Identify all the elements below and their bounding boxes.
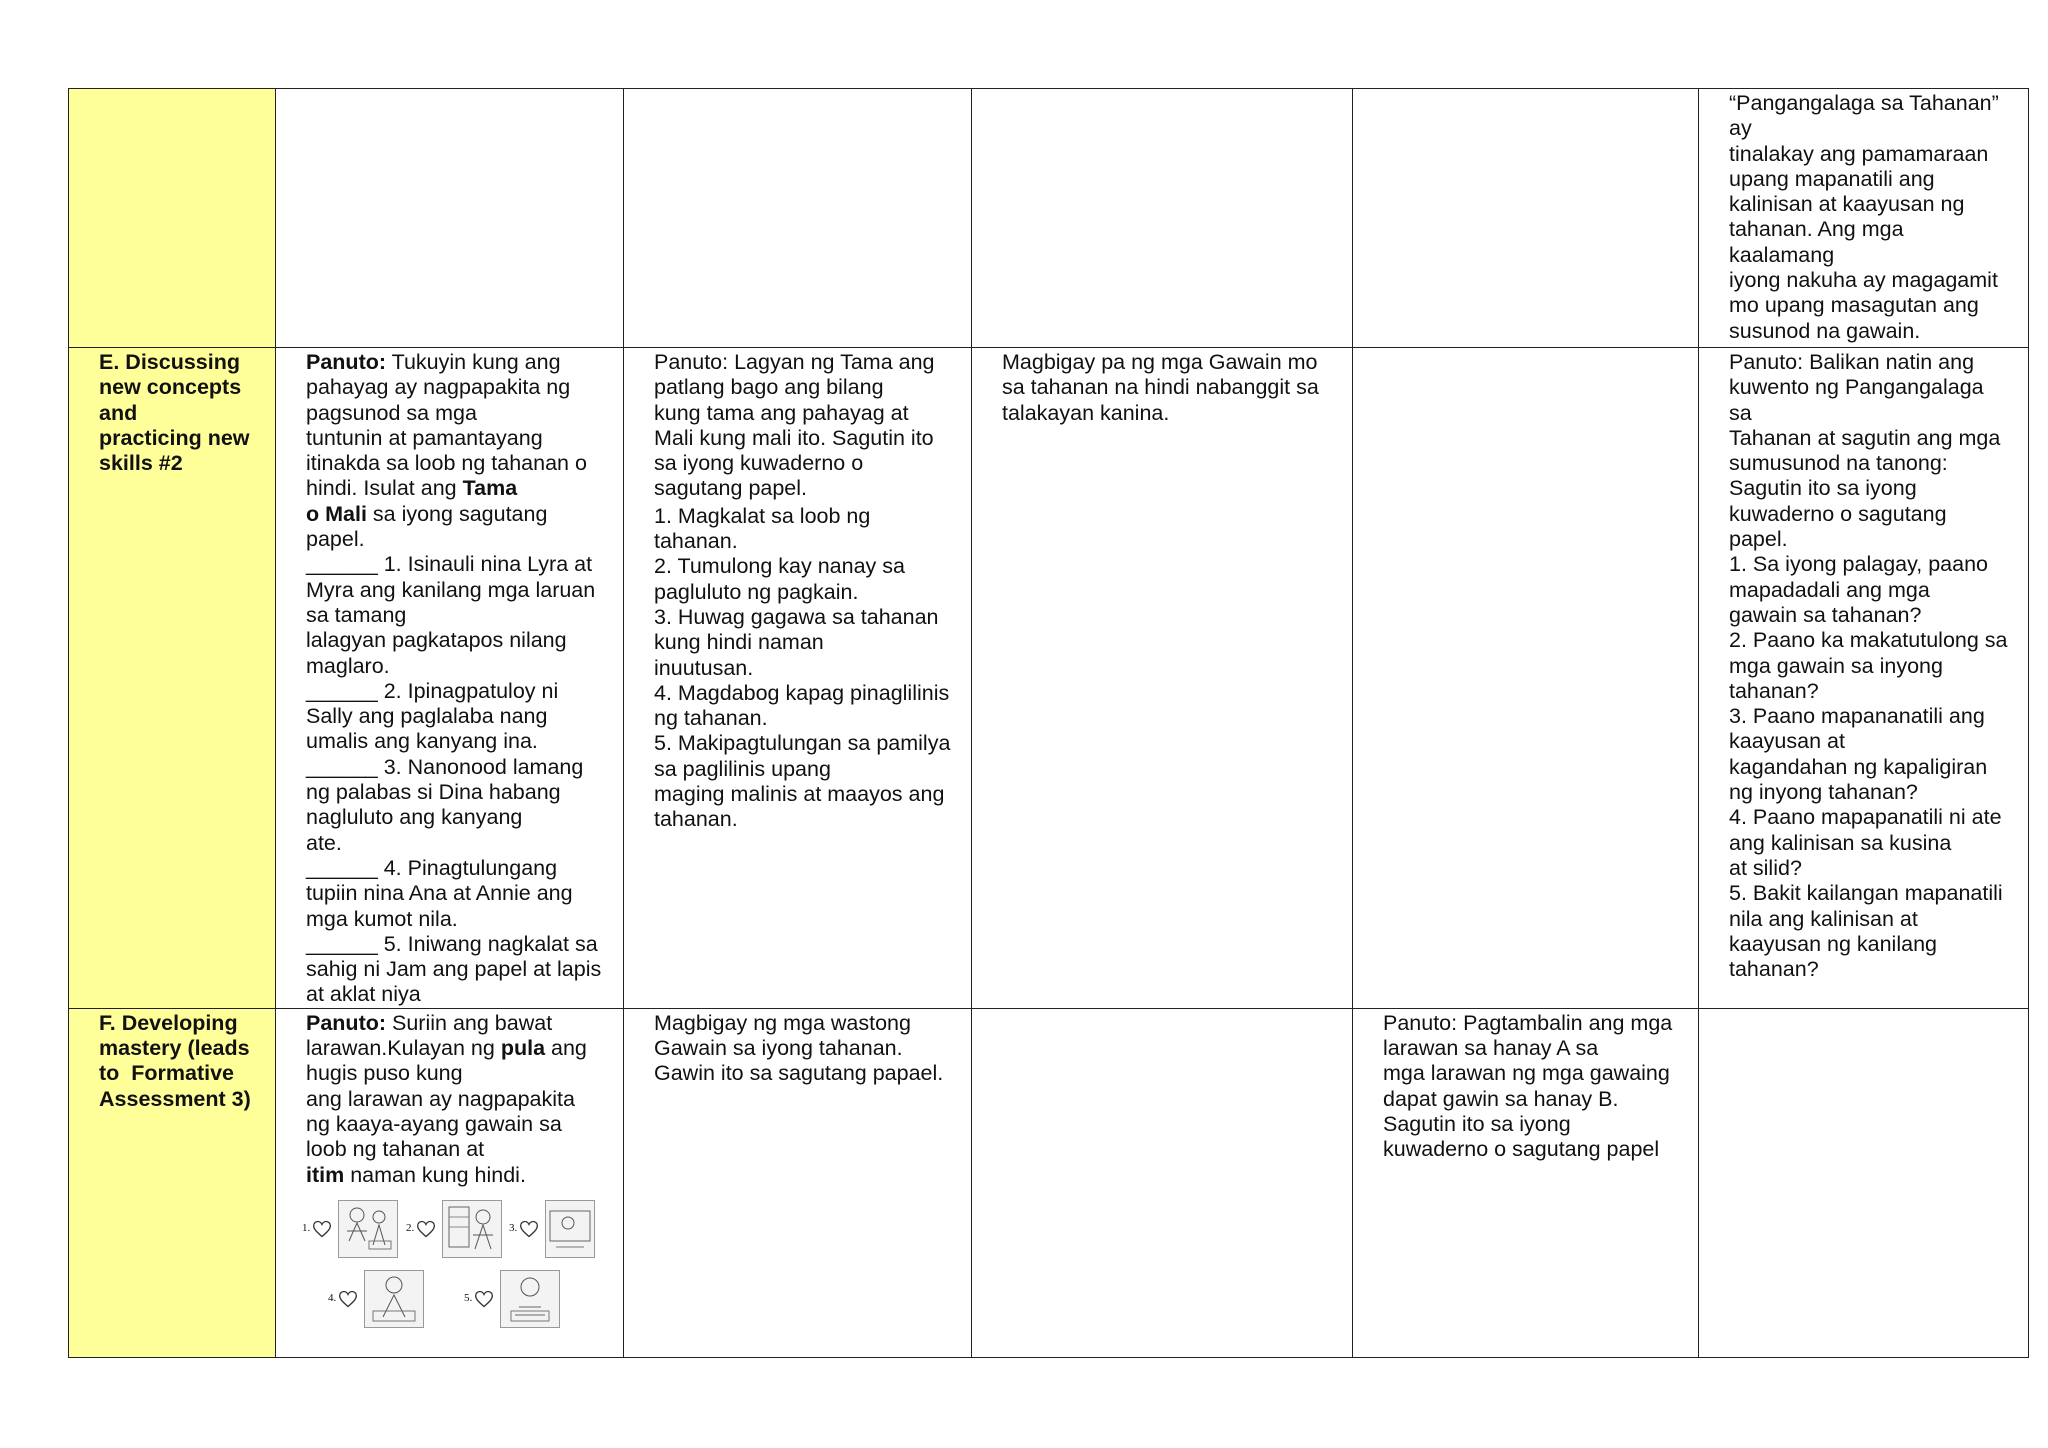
text-line: 5. Bakit kailangan mapanatili	[1729, 881, 2003, 906]
bold-text: Tama	[462, 476, 518, 501]
text-line: mga gawain sa inyong	[1729, 653, 1943, 678]
text-line: ng tahanan.	[654, 706, 768, 731]
text-line: susunod na gawain.	[1729, 318, 1921, 343]
heart-icon	[519, 1219, 539, 1239]
text-line: ng inyong tahanan?	[1729, 780, 1918, 805]
panuto-label: Panuto:	[306, 350, 387, 374]
text-line: 1. Sa iyong palagay, paano	[1729, 552, 1988, 577]
heart-icon	[416, 1219, 436, 1239]
text-line: iyong nakuha ay magagamit	[1729, 268, 1998, 293]
picture-item-3	[509, 1200, 595, 1258]
picture-item-4	[328, 1270, 424, 1328]
text-line: pahayag ay nagpapakita ng	[306, 375, 571, 400]
text-line: Sagutin ito sa iyong	[1729, 476, 1917, 501]
text-line: kaalamang	[1729, 242, 1835, 267]
text-line: tupiin nina Ana at Annie ang	[306, 881, 573, 906]
text-line	[306, 1036, 613, 1061]
household-chore-picture	[338, 1200, 398, 1258]
label-line: F. Developing	[99, 1010, 238, 1035]
text-line: sa iyong kuwaderno o	[654, 451, 864, 476]
text-line: maglaro.	[306, 653, 390, 678]
text-line	[306, 502, 613, 527]
text-line: Sagutin ito sa iyong	[1383, 1111, 1571, 1136]
row-label-empty	[69, 89, 276, 348]
text: sa iyong sagutang	[366, 501, 548, 526]
text-line: Gawain sa iyong tahanan.	[654, 1036, 903, 1061]
picture-set	[302, 1192, 613, 1357]
text-line: tahanan.	[654, 529, 738, 554]
picture-number: 4.	[328, 1292, 337, 1305]
household-chore-picture	[364, 1270, 424, 1328]
text-line: pagsunod sa mga	[306, 400, 477, 425]
text-line: tahanan?	[1729, 678, 1819, 703]
text: hindi. Isulat ang	[306, 476, 463, 501]
text-line: tahanan.	[654, 807, 738, 832]
text-line: maging malinis at maayos ang	[654, 782, 945, 807]
text-line: upang mapanatili ang	[1729, 166, 1935, 191]
text-line: 4. Paano mapapanatili ni ate	[1729, 805, 2002, 830]
text-line: dapat gawin sa hanay B.	[1383, 1086, 1619, 1111]
text-line: ate.	[306, 830, 342, 855]
text-line: Gawin ito sa sagutang papael.	[654, 1061, 944, 1086]
text-line: lalagyan pagkatapos nilang	[306, 628, 567, 653]
row-label-f	[69, 1008, 276, 1357]
text-line: ang kalinisan sa kusina	[1729, 830, 1952, 855]
cell-r1-c2	[624, 89, 972, 348]
cell-r1-c1	[276, 89, 624, 348]
text-line: 3. Huwag gagawa sa tahanan	[654, 604, 939, 629]
lesson-plan-table	[68, 88, 2029, 1358]
text: ang	[545, 1036, 587, 1061]
text-line: Mali kung mali ito. Sagutin ito	[654, 425, 934, 450]
cell-f-c5	[1699, 1008, 2029, 1357]
text-line: patlang bago ang bilang	[654, 375, 884, 400]
text: Suriin ang bawat	[386, 1010, 553, 1035]
bold-text: pula	[500, 1036, 546, 1061]
label-line: skills #2	[99, 451, 183, 476]
text-line: kalinisan at kaayusan ng	[1729, 192, 1965, 217]
text-line: mga larawan ng mga gawaing	[1383, 1061, 1670, 1086]
cell-e-c5	[1699, 348, 2029, 1009]
text-line: kung tama ang pahayag at	[654, 400, 909, 425]
label-line: new concepts	[99, 375, 242, 400]
cell-e-c3	[972, 348, 1353, 1009]
cell-r1-c3	[972, 89, 1353, 348]
text-line: sagutang papel.	[654, 476, 808, 501]
text-line: 2. Tumulong kay nanay sa	[654, 554, 905, 579]
text-line: 4. Magdabog kapag pinaglilinis	[654, 680, 950, 705]
row-e-discussing	[69, 348, 2029, 1009]
cell-e-c2	[624, 348, 972, 1009]
text-line: hugis puso kung	[306, 1061, 463, 1086]
text-line: pagluluto ng pagkain.	[654, 579, 859, 604]
text-line	[306, 350, 613, 375]
text-line: sa tahanan na hindi nabanggit sa	[1002, 375, 1319, 400]
bold-text: itim	[306, 1162, 345, 1187]
text-line	[306, 1163, 613, 1188]
text-line: kuwaderno o sagutang	[1729, 501, 1947, 526]
label-line: mastery (leads	[99, 1036, 250, 1061]
text-line: ______ 1. Isinauli nina Lyra at	[306, 552, 593, 577]
text-line: gawain sa tahanan?	[1729, 602, 1922, 627]
picture-number: 1.	[302, 1222, 311, 1235]
text-line	[306, 476, 613, 501]
text-line: itinakda sa loob ng tahanan o	[306, 451, 587, 476]
text-line: talakayan kanina.	[1002, 400, 1170, 425]
text: larawan.Kulayan ng	[306, 1036, 501, 1061]
text-line: kaayusan at	[1729, 729, 1845, 754]
text-line: papel.	[306, 527, 365, 552]
cell-e-c1	[276, 348, 624, 1009]
text-line: “Pangangalaga sa Tahanan”	[1729, 91, 1999, 115]
cell-r1-c4	[1353, 89, 1699, 348]
cell-f-c1	[276, 1008, 624, 1357]
heart-icon	[312, 1219, 332, 1239]
text-line: sahig ni Jam ang papel at lapis	[306, 957, 602, 982]
text-line: at silid?	[1729, 855, 1802, 880]
row-label-e	[69, 348, 276, 1009]
heart-icon	[338, 1289, 358, 1309]
text: naman kung hindi.	[344, 1162, 526, 1187]
text-line: kung hindi naman	[654, 630, 824, 655]
text-line: Magbigay pa ng mga Gawain mo	[1002, 350, 1318, 374]
picture-item-2	[406, 1200, 502, 1258]
cell-e-c4	[1353, 348, 1699, 1009]
text-line: tahanan. Ang mga	[1729, 217, 1904, 242]
text-line: sumusunod na tanong:	[1729, 451, 1948, 476]
text-line: nagluluto ang kanyang	[306, 805, 523, 830]
text-line: 2. Paano ka makatutulong sa	[1729, 628, 2008, 653]
picture-item-5	[464, 1270, 560, 1328]
text-line: kagandahan ng kapaligiran	[1729, 754, 1988, 779]
household-chore-picture	[500, 1270, 560, 1328]
text-line: ang larawan ay nagpapakita	[306, 1086, 575, 1111]
text-line: tuntunin at pamantayang	[306, 425, 543, 450]
text-line: sa	[1729, 400, 1752, 425]
text-line: kuwaderno o sagutang papel	[1383, 1137, 1660, 1162]
text-line: ______ 2. Ipinagpatuloy ni	[306, 678, 559, 703]
text-line: ______ 4. Pinagtulungang	[306, 855, 558, 880]
row-continuation	[69, 89, 2029, 348]
row-f-developing	[69, 1008, 2029, 1357]
label-line: practicing new	[99, 425, 250, 450]
text-line: mapadadali ang mga	[1729, 577, 1930, 602]
text-line: Magbigay ng mga wastong	[654, 1010, 911, 1035]
text-line: Panuto: Balikan natin ang	[1729, 350, 1975, 374]
cell-f-c2	[624, 1008, 972, 1357]
household-chore-picture	[545, 1200, 595, 1258]
text-line: papel.	[1729, 527, 1788, 552]
text-line: sa tamang	[306, 602, 407, 627]
text-line: nila ang kalinisan at	[1729, 906, 1918, 931]
text-line: ______ 5. Iniwang nagkalat sa	[306, 931, 598, 956]
text-line: 3. Paano mapananatili ang	[1729, 704, 1985, 729]
text-line: Panuto: Lagyan ng Tama ang	[654, 350, 935, 374]
label-line: E. Discussing	[99, 350, 240, 374]
text-line: ay	[1729, 116, 1752, 141]
household-chore-picture	[442, 1200, 502, 1258]
text-line: larawan sa hanay A sa	[1383, 1036, 1599, 1061]
text-line: loob ng tahanan at	[306, 1137, 485, 1162]
cell-f-c4	[1353, 1008, 1699, 1357]
text-line: ng kaaya-ayang gawain sa	[306, 1111, 562, 1136]
text-line: tinalakay ang pamamaraan	[1729, 141, 1989, 166]
text-line	[306, 1011, 613, 1036]
heart-icon	[474, 1289, 494, 1309]
picture-number: 3.	[509, 1222, 518, 1235]
text-line: ng palabas si Dina habang	[306, 780, 561, 805]
text-line: sa paglilinis upang	[654, 756, 831, 781]
text-line: mo upang masagutan ang	[1729, 293, 1979, 318]
text-line: ______ 3. Nanonood lamang	[306, 754, 584, 779]
text-line: inuutusan.	[654, 655, 754, 680]
picture-item-1	[302, 1200, 398, 1258]
text-line: 5. Makipagtulungan sa pamilya	[654, 731, 951, 756]
cell-r1-c5	[1699, 89, 2029, 348]
text-line: 1. Magkalat sa loob ng	[654, 503, 871, 528]
cell-f-c3	[972, 1008, 1353, 1357]
text-line: Tahanan at sagutin ang mga	[1729, 425, 2001, 450]
text-line: umalis ang kanyang ina.	[306, 729, 538, 754]
picture-number: 5.	[464, 1292, 473, 1305]
text-line: Sally ang paglalaba nang	[306, 704, 548, 729]
text: Tukuyin kung ang	[386, 350, 561, 374]
text-line: Myra ang kanilang mga laruan	[306, 577, 596, 602]
bold-text: o Mali	[306, 501, 367, 526]
panuto-label: Panuto:	[306, 1010, 387, 1035]
text-line: mga kumot nila.	[306, 906, 458, 931]
label-line: to Formative	[99, 1061, 234, 1086]
text-line: kaayusan ng kanilang	[1729, 931, 1937, 956]
label-line: and	[99, 400, 138, 425]
text-line: Panuto: Pagtambalin ang mga	[1383, 1010, 1673, 1035]
text-line: tahanan?	[1729, 957, 1819, 982]
label-line: Assessment 3)	[99, 1086, 251, 1111]
text-line: kuwento ng Pangangalaga	[1729, 375, 1984, 400]
text-line: at aklat niya	[306, 982, 421, 1007]
picture-number: 2.	[406, 1222, 415, 1235]
